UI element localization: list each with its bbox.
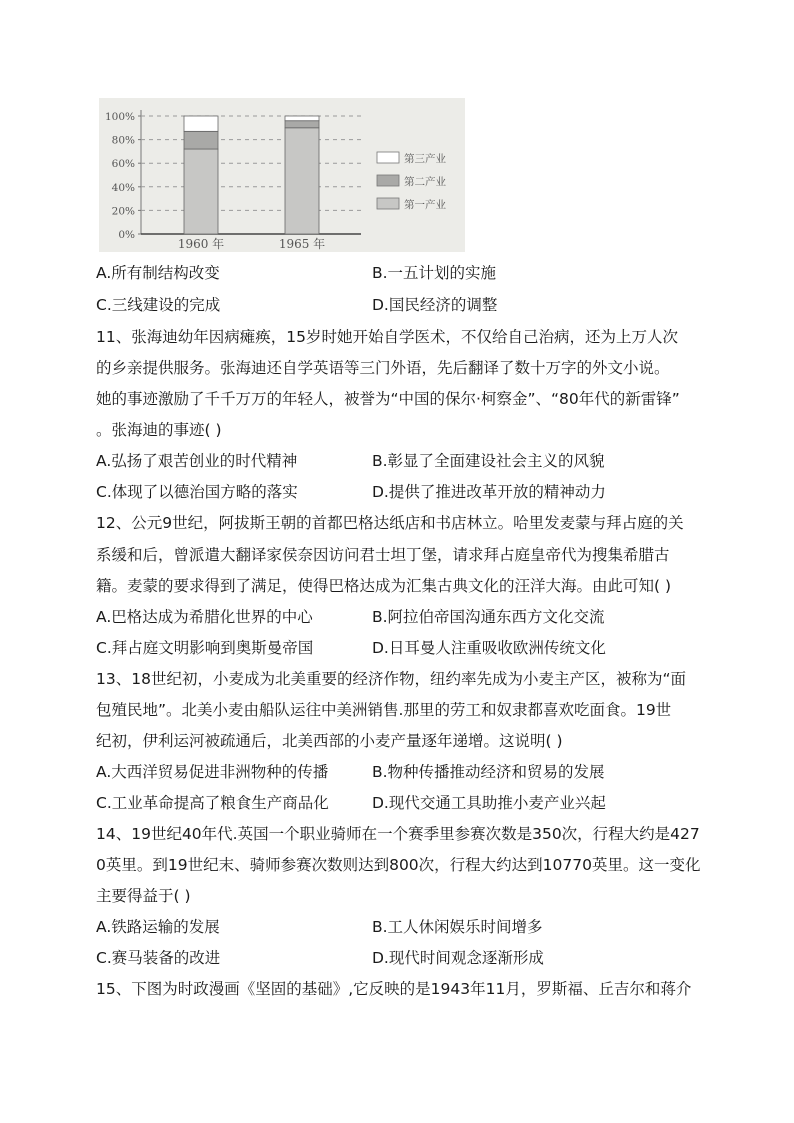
- q10-option-a: A.所有制结构改变: [96, 264, 220, 282]
- q14-stem-line-1: 14、19世纪40年代.英国一个职业骑师在一个赛季里参赛次数是350次，行程大约是427: [96, 825, 700, 843]
- bar-1965-第二产业: [285, 121, 319, 128]
- q14-stem-line-3: 主要得益于( ): [96, 887, 191, 905]
- q14-option-d: D.现代时间观念逐渐形成: [372, 949, 544, 967]
- q11-stem-line-3: 她的事迹激励了千千万万的年轻人，被誉为“中国的保尔·柯察金”、“80年代的新雷锋”: [96, 390, 680, 408]
- q15-stem-line-1: 15、下图为时政漫画《坚固的基础》,它反映的是1943年11月，罗斯福、丘吉尔和蒋介: [96, 980, 692, 998]
- legend-swatch: [377, 152, 399, 163]
- q14-option-b: B.工人休闲娱乐时间增多: [372, 918, 543, 936]
- q13-option-a: A.大西洋贸易促进非洲物种的传播: [96, 763, 329, 781]
- q14-stem-line-2: 0英里。到19世纪末、骑师参赛次数则达到800次，行程大约达到10770英里。这一变化: [96, 856, 701, 874]
- q12-option-b: B.阿拉伯帝国沟通东西方文化交流: [372, 608, 605, 626]
- q11-stem-line-2: 的乡亲提供服务。张海迪还自学英语等三门外语，先后翻译了数十万字的外文小说。: [96, 359, 670, 377]
- y-tick-label: 0%: [118, 229, 135, 241]
- q12-stem-line-2: 系缓和后，曾派遣大翻译家侯奈因访问君士坦丁堡，请求拜占庭皇帝代为搜集希腊古: [96, 546, 670, 564]
- q10-option-b: B.一五计划的实施: [372, 264, 497, 282]
- q13-option-d: D.现代交通工具助推小麦产业兴起: [372, 794, 606, 812]
- q12-stem-line-3: 籍。麦蒙的要求得到了满足，使得巴格达成为汇集古典文化的汪洋大海。由此可知( ): [96, 577, 672, 595]
- y-tick-label: 40%: [111, 181, 135, 194]
- q12-stem-line-1: 12、公元9世纪，阿拔斯王朝的首都巴格达纸店和书店林立。哈里发麦蒙与拜占庭的关: [96, 514, 684, 532]
- q12-option-a: A.巴格达成为希腊化世界的中心: [96, 608, 313, 626]
- q11-option-d: D.提供了推进改革开放的精神动力: [372, 483, 606, 501]
- bar-1965-第一产业: [285, 128, 319, 234]
- q10-option-d: D.国民经济的调整: [372, 296, 498, 314]
- legend-swatch: [377, 198, 399, 209]
- bar-1960-第一产业: [184, 149, 218, 234]
- legend-label: 第三产业: [404, 153, 446, 165]
- q11-option-a: A.弘扬了艰苦创业的时代精神: [96, 452, 298, 470]
- q12-option-c: C.拜占庭文明影响到奥斯曼帝国: [96, 639, 314, 657]
- bar-1960-第二产业: [184, 131, 218, 149]
- y-tick-label: 20%: [111, 205, 135, 218]
- q11-option-b: B.彰显了全面建设社会主义的风貌: [372, 452, 605, 470]
- q13-stem-line-1: 13、18世纪初，小麦成为北美重要的经济作物，纽约率先成为小麦主产区，被称为“面: [96, 670, 686, 688]
- y-tick-label: 80%: [111, 134, 135, 147]
- q13-option-b: B.物种传播推动经济和贸易的发展: [372, 763, 605, 781]
- q13-option-c: C.工业革命提高了粮食生产商品化: [96, 794, 329, 812]
- legend-label: 第二产业: [404, 176, 446, 188]
- industry-structure-chart: [99, 98, 465, 252]
- bar-1960-第三产业: [184, 116, 218, 131]
- q11-stem-line-1: 11、张海迪幼年因病瘫痪，15岁时她开始自学医术，不仅给自己治病，还为上万人次: [96, 328, 678, 346]
- y-tick-label: 100%: [104, 111, 135, 123]
- q13-stem-line-3: 纪初，伊利运河被疏通后，北美西部的小麦产量逐年递增。这说明( ): [96, 732, 563, 750]
- y-tick-label: 60%: [111, 158, 135, 171]
- legend-label: 第一产业: [404, 199, 446, 211]
- q12-option-d: D.日耳曼人注重吸收欧洲传统文化: [372, 639, 606, 657]
- q11-option-c: C.体现了以德治国方略的落实: [96, 483, 298, 501]
- legend-swatch: [377, 175, 399, 186]
- x-tick-label: 1965 年: [278, 237, 326, 251]
- x-tick-label: 1960 年: [177, 237, 225, 251]
- q13-stem-line-2: 包殖民地”。北美小麦由船队运往中美洲销售.那里的劳工和奴隶都喜欢吃面食。19世: [96, 701, 672, 719]
- q11-stem-line-4: 。张海迪的事迹( ): [96, 421, 222, 439]
- bar-1965-第三产业: [285, 116, 319, 121]
- q14-option-a: A.铁路运输的发展: [96, 918, 220, 936]
- q14-option-c: C.赛马装备的改进: [96, 949, 221, 967]
- q10-option-c: C.三线建设的完成: [96, 296, 221, 314]
